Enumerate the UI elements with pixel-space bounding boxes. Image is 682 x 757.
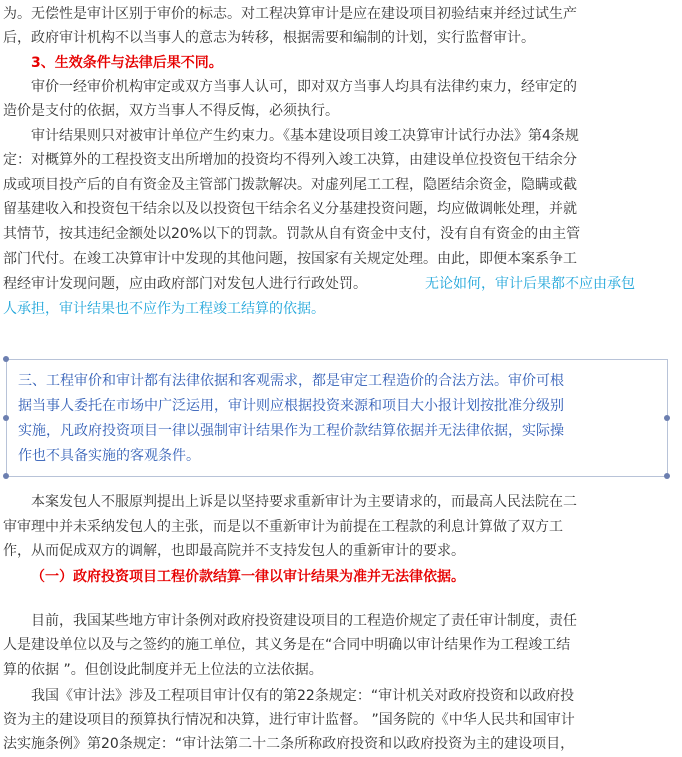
text-line: 审价一经审价机构审定或双方当事人认可，即对双方当事人均具有法律约束力，经审定的 [31,79,577,95]
highlighted-text: 无论如何，审计后果都不应由承包 [425,276,635,292]
quote-handle [3,473,9,479]
section-heading: （一）政府投资项目工程价款结算一律以审计结果为准并无法律依据。 [31,569,465,585]
quote-handle [3,356,9,362]
text-line: 法实施条例》第20条规定：“审计法第二十二条所称政府投资和以政府投资为主的建设项目， [3,736,575,752]
text-line: 后，政府审计机构不以当事人的意志为转移，根据需要和编制的计划，实行监督审计。 [3,30,535,46]
text-line: 审计结果则只对被审计单位产生约束力。《基本建设项目竣工决算审计试行办法》第4条规 [31,128,579,144]
quote-handle [664,415,670,421]
text-line: 我国《审计法》涉及工程项目审计仅有的第22条规定：“审计机关对政府投资和以政府投 [31,688,575,704]
quote-handle [3,415,9,421]
quote-text-line: 三、工程审价和审计都有法律依据和客观需求，都是审定工程造价的合法方法。审价可根 [18,373,564,389]
text-line: 作，从而促成双方的调解，也即最高院并不支持发包人的重新审计的要求。 [3,543,465,559]
text-line: 算的依据 ”。但创设此制度并无上位法的立法依据。 [3,662,323,678]
quote-text-line: 据当事人委托在市场中广泛运用，审计则应根据投资来源和项目大小报计划按批准分级别 [18,398,564,414]
text-line: 留基建收入和投资包干结余以及以投资包干结余名义分基建投资问题，均应做调帐处理，并就 [3,201,577,217]
text-line: 部门代付。在竣工决算审计中发现的其他问题，按国家有关规定处理。由此，即便本案系争工 [3,251,577,267]
text-line: 为。无偿性是审计区别于审价的标志。对工程决算审计是应在建设项目初验结束并经过试生产 [3,6,577,22]
quote-text-line: 作也不具备实施的客观条件。 [18,448,200,464]
text-line: 其情节，按其违纪金额处以20%以下的罚款。罚款从自有资金中支付，没有自有资金的由主管 [3,226,581,242]
quote-handle [664,473,670,479]
text-line: 本案发包人不服原判提出上诉是以坚持要求重新审计为主要请求的，而最高人民法院在二 [31,494,577,510]
text-line: 定：对概算外的工程投资支出所增加的投资均不得列入竣工决算，由建设单位投资包干结余分 [3,152,577,168]
text-line: 资为主的建设项目的预算执行情况和决算，进行审计监督。 ”国务院的《中华人民共和国审计 [3,712,575,728]
text-line: 造价是支付的依据，双方当事人不得反悔，必须执行。 [3,103,339,119]
text-line: 目前，我国某些地方审计条例对政府投资建设项目的工程造价规定了责任审计制度，责任 [31,613,577,629]
section-heading: 3、生效条件与法律后果不同。 [31,55,223,71]
text-line: 审审理中并未采纳发包人的主张，而是以不重新审计为前提在工程款的利息计算做了双方工 [3,519,563,535]
quote-border-top [6,359,668,360]
quote-text-line: 实施，凡政府投资项目一律以强制审计结果作为工程价款结算依据并无法律依据，实际操 [18,423,564,439]
highlighted-text: 人承担，审计结果也不应作为工程竣工结算的依据。 [3,301,325,317]
text-line: 人是建设单位以及与之签约的施工单位，其义务是在“合同中明确以审计结果作为工程竣工结 [3,637,571,653]
quote-border-bottom [6,476,668,477]
text-line: 成或项目投产后的自有资金及主管部门拨款解决。对虚列尾工工程，隐匿结余资金，隐瞒或截 [3,177,577,193]
text-line: 程经审计发现问题，应由政府部门对发包人进行行政处罚。 [3,276,367,292]
